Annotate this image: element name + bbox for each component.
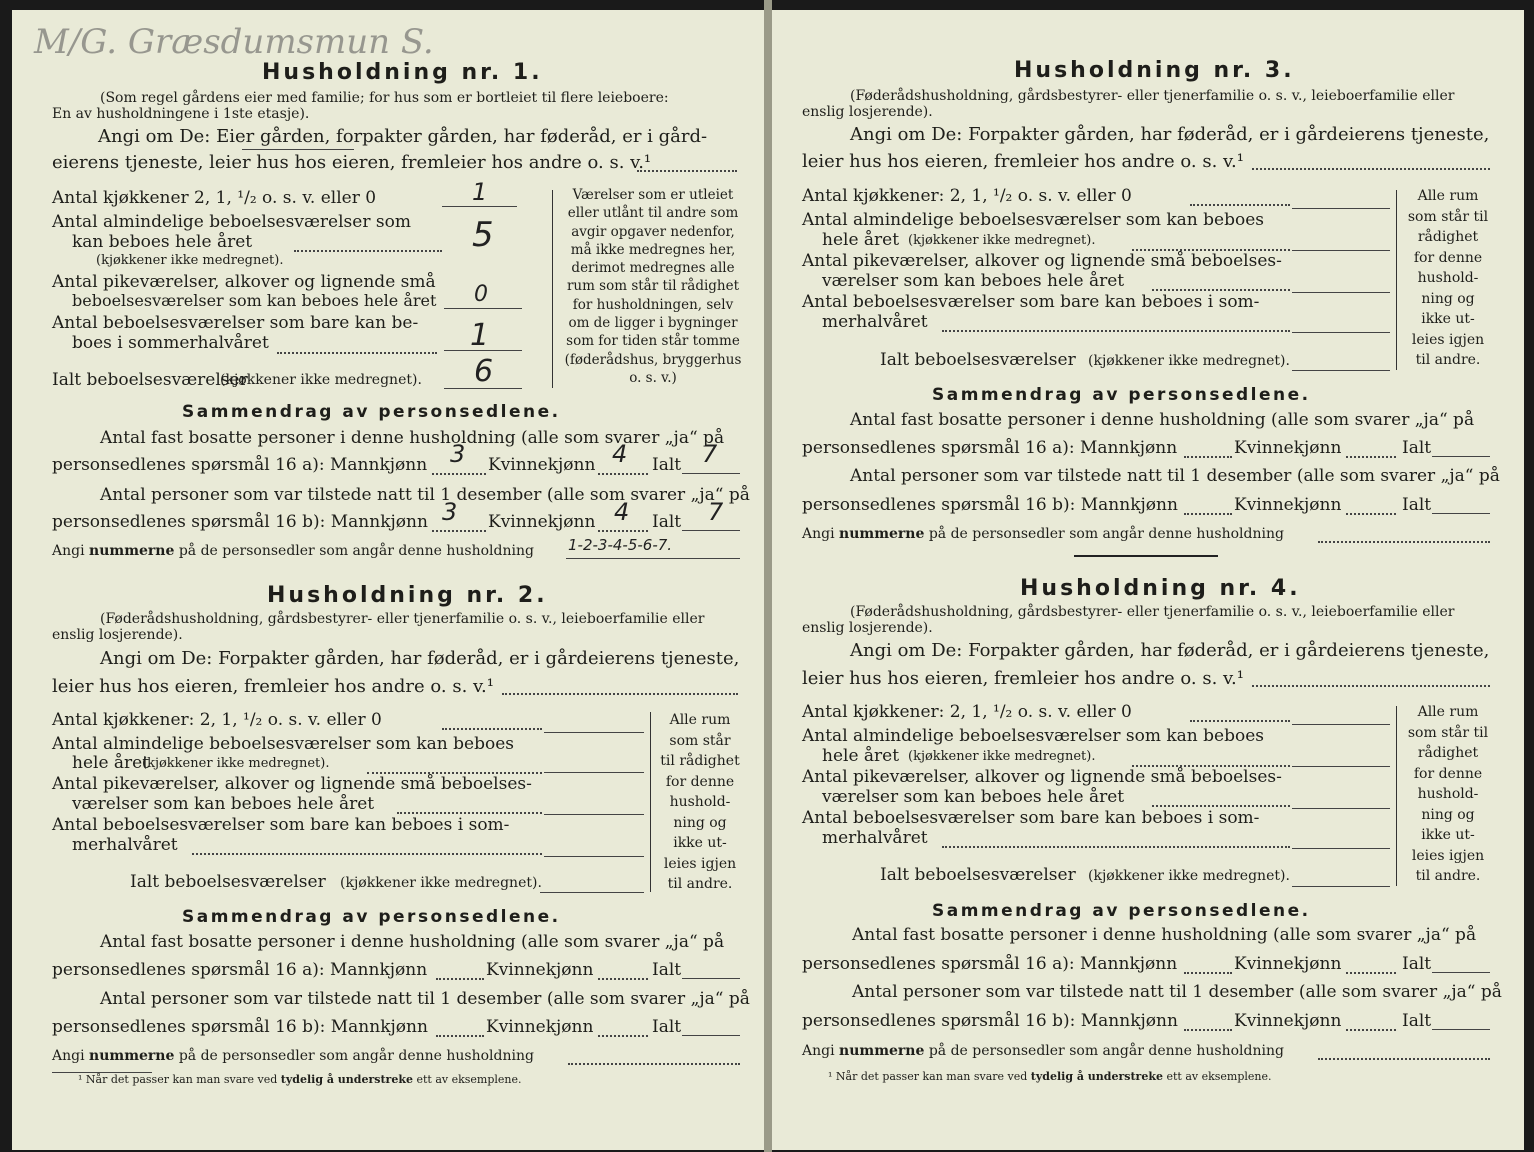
hh2-som-line (544, 856, 644, 857)
hh1-alm-value: 5 (472, 215, 494, 255)
hh3-s2-mann-line (1184, 513, 1232, 515)
hh4-nummer-line (1318, 1058, 1490, 1060)
hh1-s1-kvinne-value: 4 (612, 440, 628, 468)
hh3-som-label-1: Antal beboelsesværelser som bare kan beboes i som- (802, 292, 1260, 312)
hh2-s2-kvinne-label: Kvinnekjønn (486, 1017, 594, 1037)
hh2-angi-2: leier hus hos eieren, fremleier hos andre o. s. v.¹ (52, 676, 494, 697)
hh4-ialt-line (1292, 886, 1390, 887)
hh4-pike-dots (1152, 805, 1290, 807)
hh4-angi-2: leier hus hos eieren, fremleier hos andre o. s. v.¹ (802, 668, 1244, 689)
hh2-kjokken-dots (442, 728, 542, 730)
hh1-s2-mann-line (432, 530, 486, 532)
hh3-pike-label-2: værelser som kan beboes hele året (822, 271, 1125, 291)
hh1-s2-line-1: Antal personer som var tilstede natt til 1 desember (alle som svarer „ja“ på (100, 485, 750, 505)
hh1-pike-line (444, 308, 522, 309)
hh2-kjokken-label: Antal kjøkkener: 2, 1, ¹/₂ o. s. v. eller 0 (52, 710, 382, 730)
hh1-nummer-line (566, 558, 740, 559)
hh4-side-note: Alle rum som står til rådighet for denne hushold- ning og ikke ut- leies igjen til andre. (1407, 704, 1489, 884)
hh2-s1-kvinne-line (598, 978, 648, 980)
hh1-s1-mann-line (432, 473, 486, 475)
hh1-s2-ialt-line (682, 530, 740, 531)
hh2-side-note: Alle rum som står til rådighet for denne hushold- ning og ikke ut- leies igjen til andre. (660, 712, 740, 892)
hh2-pike-label-2: værelser som kan beboes hele året (72, 794, 375, 814)
hh2-nummer-label: Angi nummerne på de personsedler som angår denne husholdning (52, 1048, 534, 1064)
hh4-ialt-label: Ialt beboelsesværelser (880, 865, 1076, 885)
hh1-side-bracket (552, 190, 561, 388)
hh1-kjokken-line (442, 206, 517, 207)
hh1-som-label-2: boes i sommerhalvåret (72, 333, 269, 353)
hh1-intro-1: (Som regel gårdens eier med familie; for hus som er bortleiet til flere leieboere: (100, 90, 669, 106)
hh2-title: Husholdning nr. 2. (267, 583, 548, 608)
hh3-intro-2: enslig losjerende). (802, 104, 933, 120)
hh4-s2-ialt-label: Ialt (1402, 1011, 1432, 1031)
hh3-kjokken-dots (1190, 204, 1290, 206)
hh3-ialt-line (1292, 370, 1390, 371)
right-footnote: ¹ Når det passer kan man svare ved tydelig å understreke ett av eksemplene. (828, 1070, 1272, 1083)
hh4-angi-answer-line (1252, 685, 1490, 687)
section-divider (1074, 555, 1218, 557)
hh3-intro-1: (Føderådshusholdning, gårdsbestyrer- eller tjenerfamilie o. s. v., leieboerfamilie eller (850, 88, 1455, 104)
hh2-s2-ialt-line (682, 1035, 740, 1036)
hh4-pike-label-2: værelser som kan beboes hele året (822, 787, 1125, 807)
hh2-s2-line-2: personsedlenes spørsmål 16 b): Mannkjønn (52, 1017, 428, 1037)
hh4-summary-title: Sammendrag av personsedlene. (932, 901, 1311, 921)
hh4-som-line (1292, 848, 1390, 849)
hh3-s2-line-2: personsedlenes spørsmål 16 b): Mannkjønn (802, 495, 1178, 515)
hh1-alm-label-1: Antal almindelige beboelsesværelser som (52, 212, 411, 232)
hh1-s1-ialt-label: Ialt (652, 455, 682, 475)
hh3-angi-2: leier hus hos eieren, fremleier hos andre o. s. v.¹ (802, 151, 1244, 172)
hh2-kjokken-line (544, 732, 644, 733)
hh1-ialt-value: 6 (474, 354, 494, 389)
hh3-kjokken-line (1292, 208, 1390, 209)
hh1-kjokken-value: 1 (472, 178, 488, 206)
hh1-angi-answer-line (637, 170, 737, 172)
hh4-som-label-1: Antal beboelsesværelser som bare kan beboes i som- (802, 808, 1260, 828)
hh4-alm-line (1292, 766, 1390, 767)
hh3-s2-ialt-line (1432, 513, 1490, 514)
hh4-s2-kvinne-label: Kvinnekjønn (1234, 1011, 1342, 1031)
hh3-title: Husholdning nr. 3. (1014, 58, 1295, 83)
hh3-pike-line (1292, 292, 1390, 293)
hh2-ialt-label: Ialt beboelsesværelser (130, 872, 326, 892)
hh4-nummer-label: Angi nummerne på de personsedler som angår denne husholdning (802, 1043, 1284, 1059)
hh1-s1-ialt-line (682, 473, 740, 474)
hh2-angi-1: Angi om De: Forpakter gården, har føderåd, er i gårdeierens tjeneste, (100, 648, 740, 669)
hh4-kjokken-label: Antal kjøkkener: 2, 1, ¹/₂ o. s. v. eller 0 (802, 702, 1132, 722)
hh2-s2-line-1: Antal personer som var tilstede natt til 1 desember (alle som svarer „ja“ på (100, 989, 750, 1009)
hh4-s2-ialt-line (1432, 1029, 1490, 1030)
hh3-pike-dots (1152, 289, 1290, 291)
hh1-s1-line-2: personsedlenes spørsmål 16 a): Mannkjønn (52, 455, 428, 475)
hh4-intro-1: (Føderådshusholdning, gårdsbestyrer- eller tjenerfamilie o. s. v., leieboerfamilie eller (850, 604, 1455, 620)
hh1-s1-kvinne-label: Kvinnekjønn (488, 455, 596, 475)
hh3-kjokken-label: Antal kjøkkener: 2, 1, ¹/₂ o. s. v. eller 0 (802, 186, 1132, 206)
hh4-s1-mann-line (1184, 972, 1232, 974)
hh3-som-line (1292, 332, 1390, 333)
hh4-alm-note: (kjøkkener ikke medregnet). (908, 749, 1096, 764)
hh3-alm-label-1: Antal almindelige beboelsesværelser som kan beboes (802, 210, 1264, 230)
hh2-s1-ialt-line (682, 978, 740, 979)
hh4-kjokken-line (1292, 724, 1390, 725)
hh3-alm-label-2: hele året (822, 230, 900, 250)
hh1-ialt-label: Ialt beboelsesværelser (52, 370, 248, 390)
hh3-s2-kvinne-line (1346, 513, 1396, 515)
hh1-s2-kvinne-value: 4 (614, 498, 630, 526)
hh2-summary-title: Sammendrag av personsedlene. (182, 907, 561, 927)
hh1-ialt-line (444, 388, 522, 389)
hh2-s2-mann-line (436, 1035, 484, 1037)
hh1-som-value: 1 (470, 318, 490, 353)
hh1-angi-2: eierens tjeneste, leier hus hos eieren, fremleier hos andre o. s. v.¹ (52, 152, 652, 173)
hh4-s2-mann-line (1184, 1029, 1232, 1031)
hh1-alm-label-2: kan beboes hele året (72, 232, 253, 252)
hh4-ialt-note: (kjøkkener ikke medregnet). (1088, 868, 1290, 884)
hh3-side-note: Alle rum som står til rådighet for denne hushold- ning og ikke ut- leies igjen til andre. (1407, 188, 1489, 368)
hh1-pike-value: 0 (474, 282, 488, 307)
left-page (12, 10, 764, 1150)
hh2-pike-label-1: Antal pikeværelser, alkover og lignende små beboelses- (52, 774, 532, 794)
hh3-nummer-line (1318, 541, 1490, 543)
hh4-pike-label-1: Antal pikeværelser, alkover og lignende små beboelses- (802, 767, 1282, 787)
hh1-s2-mann-value: 3 (442, 498, 458, 526)
hh1-pike-label-1: Antal pikeværelser, alkover og lignende små (52, 272, 436, 292)
hh2-s1-line-1: Antal fast bosatte personer i denne husholdning (alle som svarer „ja“ på (100, 932, 725, 952)
hh3-alm-note: (kjøkkener ikke medregnet). (908, 233, 1096, 248)
hh2-ialt-line (540, 892, 644, 893)
right-page (772, 10, 1524, 1150)
hh2-pike-dots (397, 812, 542, 814)
hh1-angi-1: Angi om De: Eier gården, forpakter gården, har føderåd, er i gård- (98, 126, 708, 147)
hh4-s1-line-2: personsedlenes spørsmål 16 a): Mannkjønn (802, 954, 1178, 974)
hh3-side-bracket (1396, 190, 1405, 370)
hh3-s1-kvinne-label: Kvinnekjønn (1234, 438, 1342, 458)
hh1-som-dots (277, 352, 437, 354)
hh2-s1-kvinne-label: Kvinnekjønn (486, 960, 594, 980)
hh3-angi-1: Angi om De: Forpakter gården, har føderåd, er i gårdeierens tjeneste, (850, 124, 1490, 145)
hh3-s1-ialt-line (1432, 456, 1490, 457)
hh3-nummer-label: Angi nummerne på de personsedler som angår denne husholdning (802, 526, 1284, 542)
hh1-summary-title: Sammendrag av personsedlene. (182, 402, 561, 422)
hh2-intro-1: (Føderådshusholdning, gårdsbestyrer- eller tjenerfamilie o. s. v., leieboerfamilie eller (100, 611, 705, 627)
hh4-s2-line-1: Antal personer som var tilstede natt til 1 desember (alle som svarer „ja“ på (852, 982, 1502, 1002)
hh1-side-note: Værelser som er utleiet eller utlånt til andre som avgir opgaver nedenfor, må ikke medregnes her, derimot medregnes alle rum som står til rådighet for husholdningen, selv om de ligger i bygninger som for tiden står tomme (føderådshus, bryggerhus o. s. v.) (564, 187, 742, 386)
hh4-s1-kvinne-label: Kvinnekjønn (1234, 954, 1342, 974)
hh1-s2-kvinne-line (598, 530, 648, 532)
hh4-kjokken-dots (1190, 720, 1290, 722)
hh1-s1-mann-value: 3 (450, 440, 466, 468)
hh4-som-label-2: merhalvåret (822, 828, 928, 848)
hh3-som-label-2: merhalvåret (822, 312, 928, 332)
hh4-s1-kvinne-line (1346, 972, 1396, 974)
hh3-som-dots (942, 330, 1290, 332)
hh1-som-label-1: Antal beboelsesværelser som bare kan be- (52, 313, 419, 333)
hh1-som-line (444, 350, 522, 351)
hh3-s1-line-1: Antal fast bosatte personer i denne husholdning (alle som svarer „ja“ på (850, 410, 1475, 430)
hh3-s2-kvinne-label: Kvinnekjønn (1234, 495, 1342, 515)
left-footnote: ¹ Når det passer kan man svare ved tydelig å understreke ett av eksemplene. (78, 1073, 522, 1086)
hh2-s1-line-2: personsedlenes spørsmål 16 a): Mannkjønn (52, 960, 428, 980)
hh1-kjokken-label: Antal kjøkkener 2, 1, ¹/₂ o. s. v. eller 0 (52, 188, 377, 208)
hh2-alm-label-1: Antal almindelige beboelsesværelser som kan beboes (52, 734, 514, 754)
page-gutter (764, 0, 772, 1152)
hh2-s1-ialt-label: Ialt (652, 960, 682, 980)
hh3-s1-kvinne-line (1346, 456, 1396, 458)
hh2-intro-2: enslig losjerende). (52, 627, 183, 643)
hh2-pike-line (544, 814, 644, 815)
hh4-intro-2: enslig losjerende). (802, 620, 933, 636)
hh2-s2-kvinne-line (598, 1035, 648, 1037)
hh3-s2-ialt-label: Ialt (1402, 495, 1432, 515)
hh2-nummer-line (568, 1063, 740, 1065)
hh3-s1-line-2: personsedlenes spørsmål 16 a): Mannkjønn (802, 438, 1178, 458)
hh1-alm-note: (kjøkkener ikke medregnet). (96, 253, 284, 268)
hh1-eier-underline (242, 149, 354, 150)
hh2-som-label-1: Antal beboelsesværelser som bare kan beboes i som- (52, 815, 510, 835)
hh3-alm-line (1292, 250, 1390, 251)
hh4-s2-kvinne-line (1346, 1029, 1396, 1031)
hh2-ialt-note: (kjøkkener ikke medregnet). (340, 875, 542, 891)
hh2-alm-line (544, 772, 644, 773)
hh4-alm-label-1: Antal almindelige beboelsesværelser som kan beboes (802, 726, 1264, 746)
hh3-s2-line-1: Antal personer som var tilstede natt til 1 desember (alle som svarer „ja“ på (850, 466, 1500, 486)
hh4-alm-label-2: hele året (822, 746, 900, 766)
hh3-angi-answer-line (1252, 168, 1490, 170)
hh4-s1-ialt-label: Ialt (1402, 954, 1432, 974)
hh3-ialt-note: (kjøkkener ikke medregnet). (1088, 353, 1290, 369)
hh2-angi-answer-line (502, 693, 738, 695)
hh4-side-bracket (1396, 706, 1405, 886)
hh1-nummer-value: 1-2-3-4-5-6-7. (568, 536, 673, 554)
hh2-alm-label-2: hele året (72, 753, 150, 773)
hh4-pike-line (1292, 808, 1390, 809)
hh4-som-dots (942, 846, 1290, 848)
hh2-som-label-2: merhalvåret (72, 835, 178, 855)
hh3-s1-mann-line (1184, 456, 1232, 458)
handwritten-signature: M/G. Græsdumsmun S. (34, 22, 434, 62)
hh1-pike-label-2: beboelsesværelser som kan beboes hele året (72, 291, 437, 310)
hh1-s2-ialt-label: Ialt (652, 512, 682, 532)
hh2-s2-ialt-label: Ialt (652, 1017, 682, 1037)
hh3-pike-label-1: Antal pikeværelser, alkover og lignende små beboelses- (802, 251, 1282, 271)
hh1-title: Husholdning nr. 1. (262, 60, 543, 85)
hh2-som-dots (192, 853, 542, 855)
hh1-intro-2: En av husholdningene i 1ste etasje). (52, 106, 310, 122)
hh1-s2-line-2: personsedlenes spørsmål 16 b): Mannkjønn (52, 512, 428, 532)
hh1-ialt-note: (kjøkkener ikke medregnet). (220, 372, 422, 388)
hh1-s2-ialt-value: 7 (708, 498, 724, 526)
hh4-s1-line-1: Antal fast bosatte personer i denne husholdning (alle som svarer „ja“ på (852, 925, 1477, 945)
hh3-summary-title: Sammendrag av personsedlene. (932, 385, 1311, 405)
hh2-s1-mann-line (436, 978, 484, 980)
hh4-s1-ialt-line (1432, 972, 1490, 973)
hh3-ialt-label: Ialt beboelsesværelser (880, 350, 1076, 370)
hh1-s1-kvinne-line (598, 473, 648, 475)
hh2-side-bracket (650, 712, 659, 892)
hh1-nummer-label: Angi nummerne på de personsedler som angår denne husholdning (52, 543, 534, 559)
hh2-alm-note: (kjøkkener ikke medregnet). (142, 756, 330, 771)
hh3-s1-ialt-label: Ialt (1402, 438, 1432, 458)
hh1-s1-line-1: Antal fast bosatte personer i denne husholdning (alle som svarer „ja“ på (100, 428, 725, 448)
hh1-s2-kvinne-label: Kvinnekjønn (488, 512, 596, 532)
hh4-angi-1: Angi om De: Forpakter gården, har føderåd, er i gårdeierens tjeneste, (850, 640, 1490, 661)
hh4-title: Husholdning nr. 4. (1020, 576, 1301, 601)
hh1-s1-ialt-value: 7 (702, 440, 718, 468)
hh4-s2-line-2: personsedlenes spørsmål 16 b): Mannkjønn (802, 1011, 1178, 1031)
hh1-alm-dots (294, 250, 442, 252)
